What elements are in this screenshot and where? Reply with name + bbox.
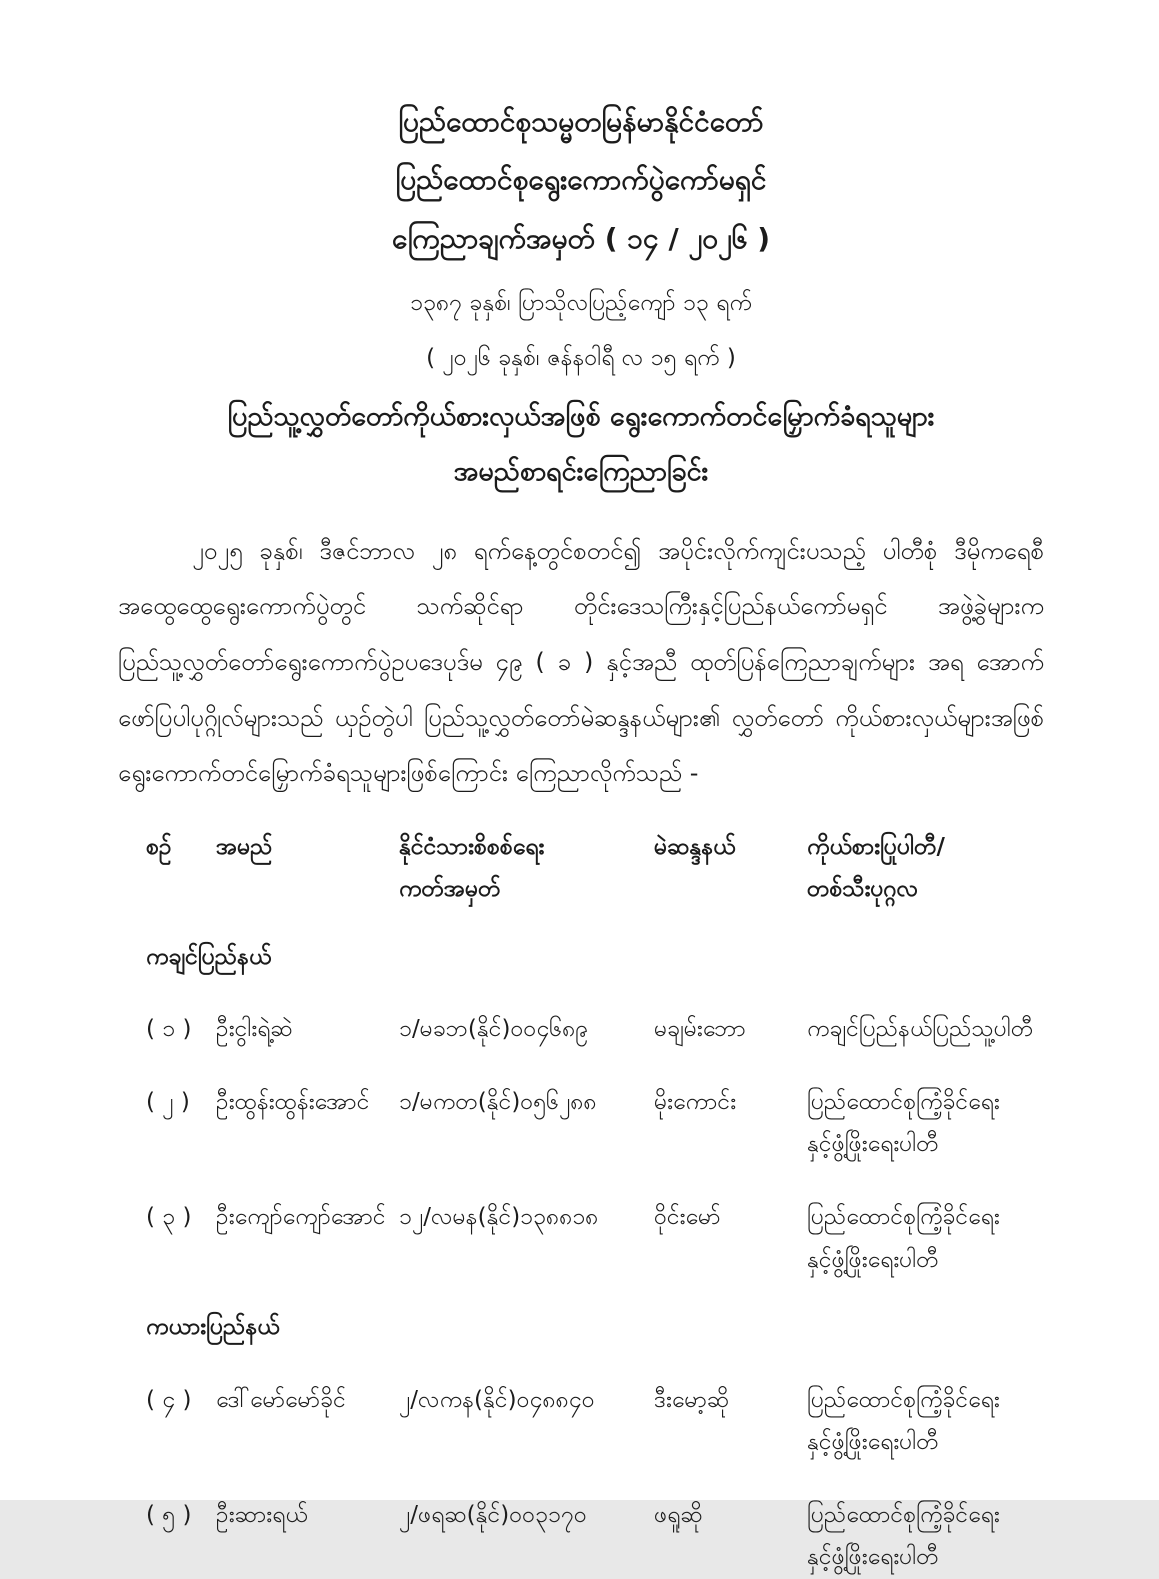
subject-heading xyxy=(118,395,1044,493)
cell-nrc: ၂/ဖရဆ(နိုင်)၀၀၃၁၇၀ xyxy=(399,1501,587,1528)
column-header-constituency: မဲဆန္ဒနယ် xyxy=(654,833,736,860)
myanmar-calendar-date: ၁၃၈၇ ခုနှစ်၊ ပြာသိုလပြည့်ကျော် ၁၃ ရက် xyxy=(410,290,752,317)
cell-party-line1: ပြည်ထောင်စုကြံ့ခိုင်ရေး xyxy=(807,1501,1000,1528)
cell-nrc: ၁/မခဘ(နိုင်)၀၀၄၆၈၉ xyxy=(399,1016,589,1043)
cell-name: ဦးကျော်ကျော်အောင် xyxy=(216,1204,386,1231)
cell-no: ( ၃ ) xyxy=(146,1204,192,1231)
table-row xyxy=(146,1196,1044,1281)
column-header-no: စဉ် xyxy=(146,833,172,860)
cell-no: ( ၄ ) xyxy=(146,1386,192,1413)
cell-party xyxy=(807,1196,1044,1281)
date-block xyxy=(118,286,1044,375)
cell-nrc: ၁၂/လမန(နိုင်)၁၃၈၈၁၈ xyxy=(399,1204,599,1231)
cell-constituency: ဒီးမော့ဆို xyxy=(654,1386,730,1413)
body-paragraph: ၂၀၂၅ ခုနှစ်၊ ဒီဇင်ဘာလ ၂၈ ရက်နေ့တွင်စတင်၍ အပိုင်းလိုက်ကျင်းပသည့် ပါတီစုံ ဒီမိုကရေစီအထွေထွေရွေးကောက်ပွဲတွင် သက်ဆိုင်ရာ တိုင်းဒေသကြီးနှင့်ပြည်နယ်ကော်မရှင် အဖွဲ့ခွဲများက ပြည်သူ့လွှတ်တော်ရွေးကောက်ပွဲဥပဒေပုဒ်မ ၄၉ ( ခ ) နှင့်အညီ ထုတ်ပြန်ကြေညာချက်များ အရ အောက်ဖော်ပြပါပုဂ္ဂိုလ်များသည် ယှဉ်တွဲပါ ပြည်သူ့လွှတ်တော်မဲဆန္ဒနယ်များ၏ လွှတ်တော် ကိုယ်စားလှယ်များအဖြစ် ရွေးကောက်တင်မြှောက်ခံရသူများဖြစ်ကြောင်း ကြေညာလိုက်သည် - xyxy=(118,536,1044,788)
subject-line-1: ပြည်သူ့လွှတ်တော်ကိုယ်စားလှယ်အဖြစ် ရွေးကောက်တင်မြှောက်ခံရသူများ xyxy=(227,401,935,433)
cell-nrc: ၁/မကတ(နိုင်)၀၅၆၂၈၈ xyxy=(399,1088,597,1115)
cell-constituency: မိုးကောင်း xyxy=(654,1088,737,1115)
commission-title: ပြည်ထောင်စုရွေးကောက်ပွဲကော်မရှင် xyxy=(395,163,767,197)
cell-nrc: ၂/လကန(နိုင်)၀၄၈၈၄၀ xyxy=(399,1386,595,1413)
cell-party xyxy=(807,1379,1044,1464)
cell-name: ဦးထွန်းထွန်းအောင် xyxy=(216,1088,370,1115)
section-header-kayah-state: ကယားပြည်နယ် xyxy=(146,1314,280,1341)
table-header-row xyxy=(146,826,1044,911)
column-header-party-line1: ကိုယ်စားပြုပါတီ/ xyxy=(807,833,945,860)
cell-party-line2: နှင့်ဖွံ့ဖြိုးရေးပါတီ xyxy=(807,1429,939,1456)
cell-party xyxy=(807,1081,1044,1166)
gregorian-date: ( ၂၀၂၆ ခုနှစ်၊ ဇန်နဝါရီ လ ၁၅ ရက် ) xyxy=(426,344,736,371)
cell-constituency: ဝိုင်းမော် xyxy=(654,1204,721,1231)
column-header-party-line2: တစ်သီးပုဂ္ဂလ xyxy=(807,876,919,903)
column-header-party xyxy=(807,826,1044,911)
table-row xyxy=(146,1494,1044,1579)
results-table xyxy=(146,826,1044,1579)
cell-no: ( ၅ ) xyxy=(146,1501,192,1528)
section-header-kachin-state: ကချင်ပြည်နယ် xyxy=(146,944,272,970)
cell-no: ( ၂ ) xyxy=(146,1088,190,1115)
cell-constituency: မချမ်းဘော xyxy=(654,1016,746,1043)
cell-name: ဦးငွါးရဲ့ဆဲ xyxy=(216,1016,293,1043)
cell-party-line1: ပြည်ထောင်စုကြံ့ခိုင်ရေး xyxy=(807,1386,1000,1413)
announcement-number: ကြေညာချက်အမှတ် ( ၁၄ / ၂၀၂၆ ) xyxy=(391,221,771,255)
table-row xyxy=(146,1008,1044,1051)
cell-name: ဦးဆားရယ် xyxy=(216,1501,308,1528)
cell-party-line1: ပြည်ထောင်စုကြံ့ခိုင်ရေး xyxy=(807,1088,1000,1115)
cell-party xyxy=(807,1494,1044,1579)
table-row xyxy=(146,1081,1044,1166)
column-header-name: အမည် xyxy=(216,833,273,860)
cell-party-line2: နှင့်ဖွံ့ဖြိုးရေးပါတီ xyxy=(807,1544,939,1571)
cell-constituency: ဖရူဆို xyxy=(654,1501,703,1528)
cell-party-line1: ကချင်ပြည်နယ်ပြည်သူ့ပါတီ xyxy=(807,1016,1034,1043)
cell-party-line2: နှင့်ဖွံ့ဖြိုးရေးပါတီ xyxy=(807,1131,939,1158)
subject-line-2: အမည်စာရင်းကြေညာခြင်း xyxy=(453,456,709,488)
table-row xyxy=(146,1379,1044,1464)
state-title: ပြည်ထောင်စုသမ္မတမြန်မာနိုင်ငံတော် xyxy=(398,105,764,138)
cell-party-line2: နှင့်ဖွံ့ဖြိုးရေးပါတီ xyxy=(807,1246,939,1273)
cell-no: ( ၁ ) xyxy=(146,1016,192,1043)
column-header-nrc-line2: ကတ်အမှတ် xyxy=(399,876,501,903)
cell-party xyxy=(807,1008,1044,1051)
cell-party-line1: ပြည်ထောင်စုကြံ့ခိုင်ရေး xyxy=(807,1204,1000,1231)
cell-name: ဒေါ်မော်မော်ခိုင် xyxy=(216,1386,346,1413)
column-header-nrc-line1: နိုင်ငံသားစိစစ်ရေး xyxy=(399,833,545,860)
column-header-nrc xyxy=(399,826,654,911)
